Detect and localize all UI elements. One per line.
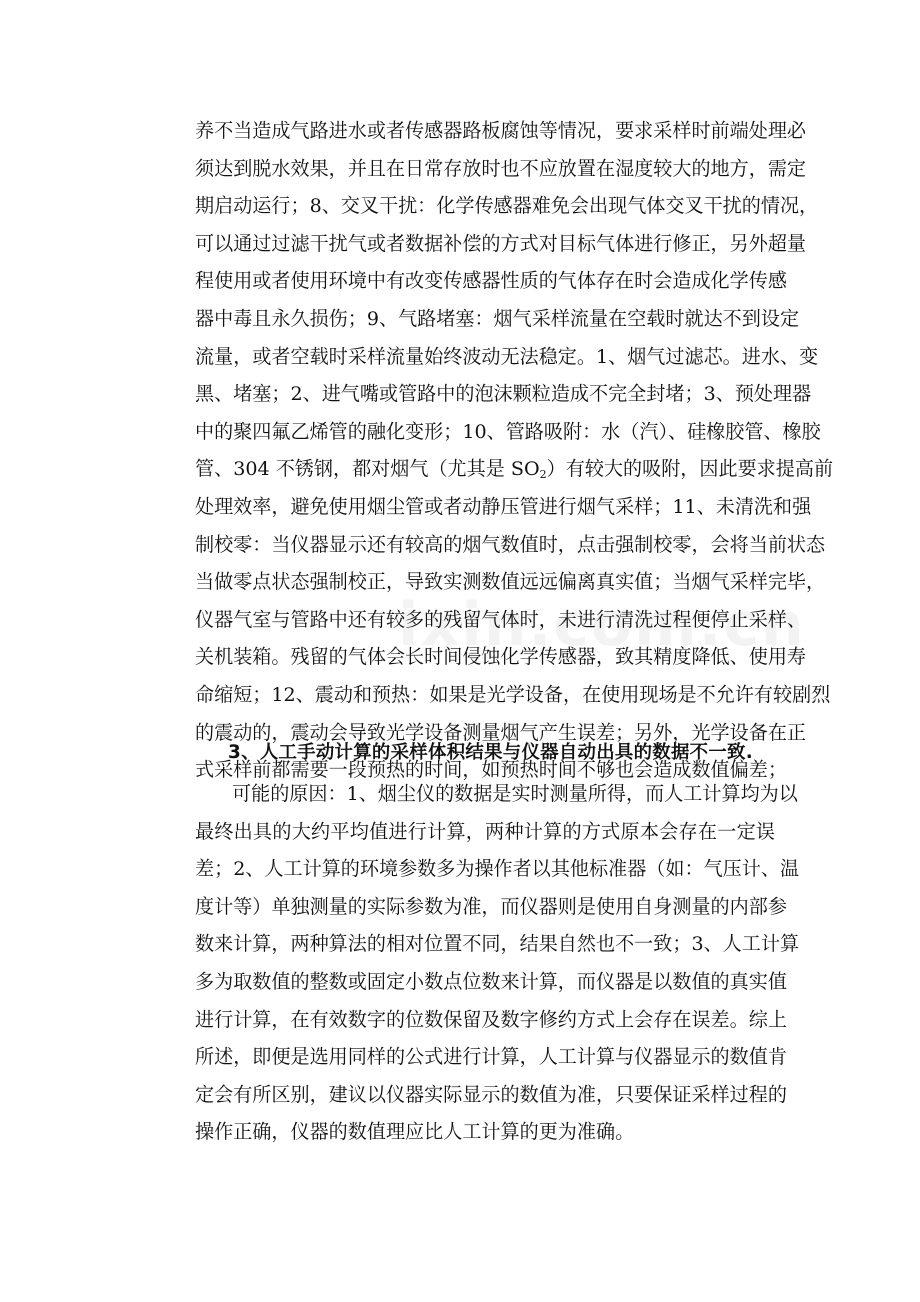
text-line: 进行计算，在有效数字的位数保留及数字修约方式上会存在误差。综上 [195, 1007, 787, 1031]
text-line: 程使用或者使用环境中有改变传感器性质的气体存在时会造成化学传感 [195, 269, 787, 293]
text-line: 多为取数值的整数或固定小数点位数来计算，而仪器是以数值的真实值 [195, 969, 787, 993]
text-line: 养不当造成气路进水或者传感器路板腐蚀等情况，要求采样时前端处理必 [195, 119, 806, 142]
text-line: 关机装箱。残留的气体会长时间侵蚀化学传感器，致其精度降低、使用寿 [195, 645, 806, 669]
text-line: 黑、堵塞；2、进气嘴或管路中的泡沫颗粒造成不完全封堵；3、预处理器 [195, 382, 812, 406]
text-line: 可以通过过滤干扰气或者数据补偿的方式对目标气体进行修正，另外超量 [195, 231, 806, 255]
text-line: 当做零点状态强制校正，导致实测数值远远偏离真实值；当烟气采样完毕， [195, 570, 826, 594]
subscript: 2 [539, 468, 547, 482]
text-line: 操作正确，仪器的数值理应比人工计算的更为准确。 [195, 1120, 635, 1144]
text-line: 式采样前都需要一段预热的时间，如预热时间不够也会造成数值偏差； [195, 758, 787, 782]
section-heading: 3、人工手动计算的采样体积结果与仪器自动出具的数据不一致. [228, 742, 754, 763]
body-paragraph-2 [195, 775, 800, 1151]
text-line-so2 [195, 450, 834, 488]
text-line: 制校零：当仪器显示还有较高的烟气数值时，点击强制校零，会将当前状态 [195, 532, 826, 556]
text-line: 命缩短；12、震动和预热：如果是光学设备，在使用现场是不允许有较剧烈 [195, 682, 831, 706]
text-line: 的震动的，震动会导致光学设备测量烟气产生误差；另外，光学设备在正 [195, 720, 806, 744]
text-line: 差；2、人工计算的环境参数多为操作者以其他标准器（如：气压计、温 [195, 857, 800, 881]
text-segment: 管、304 不锈钢，都对烟气（尤其是 SO [195, 457, 540, 481]
text-line: 须达到脱水效果，并且在日常存放时也不应放置在湿度较大的地方，需定 [195, 156, 806, 180]
text-line: 流量，或者空载时采样流量始终波动无法稳定。1、烟气过滤芯。进水、变 [195, 344, 819, 368]
body-paragraph-1 [195, 112, 834, 789]
text-segment: ）有较大的吸附，因此要求提高前 [546, 457, 834, 481]
text-line: 所述，即便是选用同样的公式进行计算，人工计算与仪器显示的数值肯 [195, 1045, 787, 1069]
text-line: 度计等）单独测量的实际参数为准，而仪器则是使用自身测量的内部参 [195, 894, 787, 918]
text-line: 处理效率，避免使用烟尘管或者动静压管进行烟气采样；11、未清洗和强 [195, 494, 812, 518]
text-line: 数来计算，两种算法的相对位置不同，结果自然也不一致；3、人工计算 [195, 932, 800, 956]
text-line: 仪器气室与管路中还有较多的残留气体时，未进行清洗过程便停止采样、 [195, 607, 806, 631]
text-line: 定会有所区别，建议以仪器实际显示的数值为准，只要保证采样过程的 [195, 1082, 787, 1106]
text-line: 可能的原因：1、烟尘仪的数据是实时测量所得，而人工计算均为以 [232, 782, 798, 805]
text-line: 中的聚四氟乙烯管的融化变形；10、管路吸附：水（汽）、硅橡胶管、橡胶 [195, 419, 821, 443]
text-line: 最终出具的大约平均值进行计算，两种计算的方式原本会存在一定误 [195, 819, 775, 843]
text-line: 期启动运行；8、交叉干扰：化学传感器难免会出现气体交叉干扰的情况， [195, 194, 819, 218]
text-line: 器中毒且永久损伤；9、气路堵塞：烟气采样流量在空载时就达不到设定 [195, 306, 800, 330]
